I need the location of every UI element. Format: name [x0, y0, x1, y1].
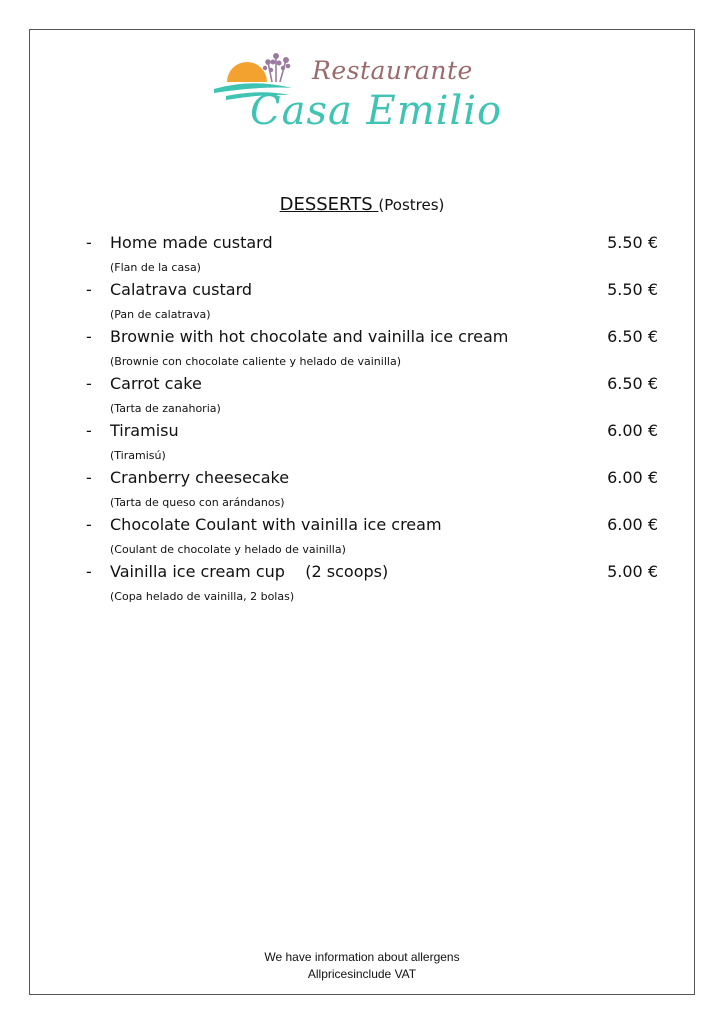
title-postres: (Postres) [378, 196, 445, 214]
restaurant-logo [212, 48, 512, 144]
item-bullet: - [86, 280, 92, 299]
item-spanish-name: (Tiramisú) [110, 449, 166, 462]
item-spanish-name: (Coulant de chocolate y helado de vainilla) [110, 543, 346, 556]
item-price: 6.00 € [607, 515, 658, 534]
menu-item [86, 374, 658, 421]
item-bullet: - [86, 515, 92, 534]
item-name: Brownie with hot chocolate and vainilla ice cream [110, 327, 509, 346]
item-bullet: - [86, 562, 92, 581]
item-name: Tiramisu [110, 421, 179, 440]
item-name: Vainilla ice cream cup (2 scoops) [110, 562, 389, 581]
menu-item [86, 562, 658, 609]
menu-item [86, 468, 658, 515]
logo-casa-emilio-text: Casa Emilio [250, 88, 503, 134]
item-bullet: - [86, 327, 92, 346]
item-bullet: - [86, 468, 92, 487]
item-price: 5.00 € [607, 562, 658, 581]
page-title [0, 194, 724, 215]
footer [0, 949, 724, 983]
item-spanish-name: (Copa helado de vainilla, 2 bolas) [110, 590, 295, 603]
menu-item [86, 327, 658, 374]
menu-item [86, 515, 658, 562]
item-spanish-name: (Flan de la casa) [110, 261, 201, 274]
item-spanish-name: (Tarta de zanahoria) [110, 402, 221, 415]
menu-item [86, 421, 658, 468]
item-bullet: - [86, 233, 92, 252]
item-price: 6.00 € [607, 468, 658, 487]
dessert-menu-list [86, 233, 658, 609]
item-spanish-name: (Tarta de queso con arándanos) [110, 496, 285, 509]
item-price: 6.00 € [607, 421, 658, 440]
item-bullet: - [86, 421, 92, 440]
footer-vat-note: Allpricesinclude VAT [307, 967, 417, 981]
item-price: 5.50 € [607, 280, 658, 299]
menu-item [86, 280, 658, 327]
menu-item [86, 233, 658, 280]
logo-restaurante-text: Restaurante [312, 56, 473, 85]
item-spanish-name: (Brownie con chocolate caliente y helado de vainilla) [110, 355, 401, 368]
item-name: Cranberry cheesecake [110, 468, 290, 487]
item-price: 6.50 € [607, 374, 658, 393]
item-spanish-name: (Pan de calatrava) [110, 308, 211, 321]
item-name: Carrot cake [110, 374, 202, 393]
item-price: 5.50 € [607, 233, 658, 252]
title-desserts: DESSERTS [279, 194, 379, 215]
footer-allergens-note: We have information about allergens [264, 950, 460, 964]
item-price: 6.50 € [607, 327, 658, 346]
item-bullet: - [86, 374, 92, 393]
item-name: Calatrava custard [110, 280, 253, 299]
item-name: Home made custard [110, 233, 273, 252]
item-name: Chocolate Coulant with vainilla ice cream [110, 515, 442, 534]
